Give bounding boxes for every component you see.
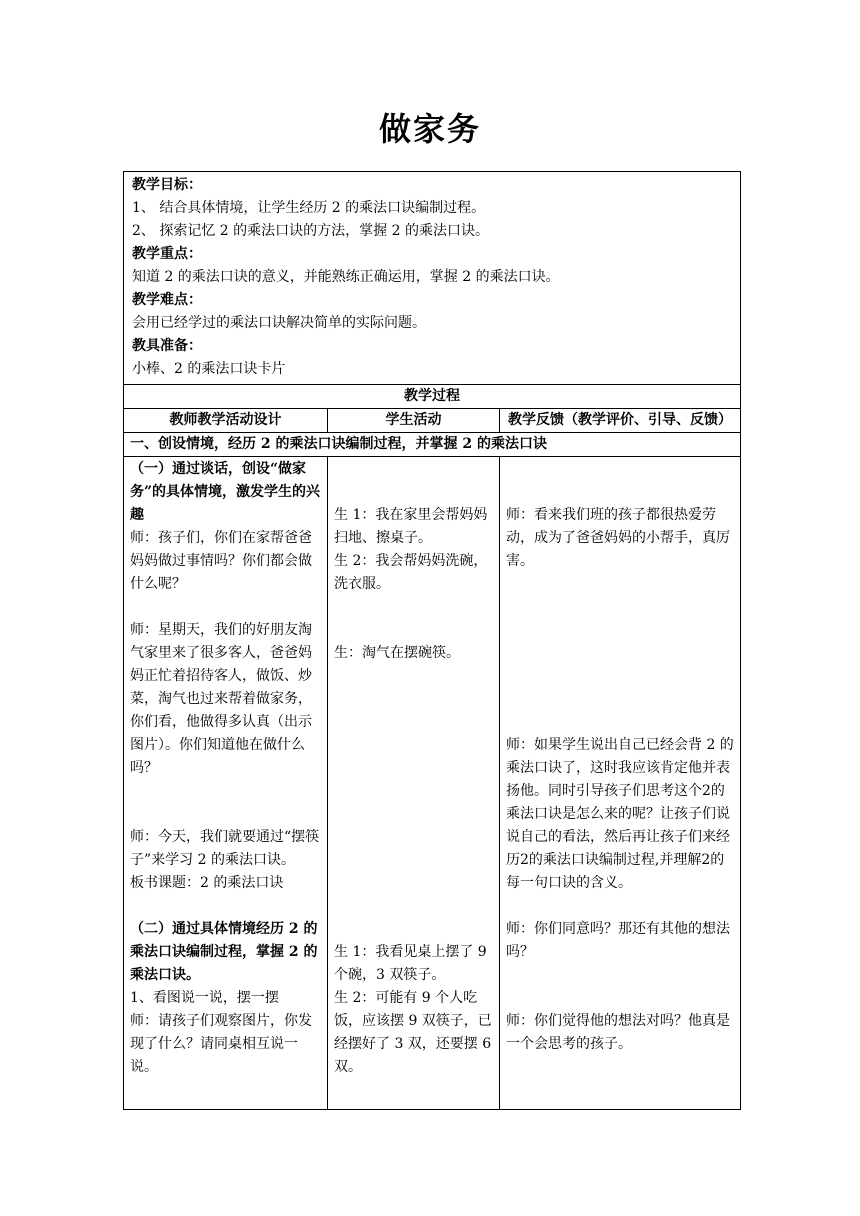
- materials-line: 小棒、2 的乘法口诀卡片: [132, 361, 286, 377]
- section-heading: 教学重点：: [132, 246, 202, 262]
- difficulty-line: 会用已经学过的乘法口诀解决简单的实际问题。: [132, 315, 426, 331]
- section-heading: 教具准备：: [132, 338, 202, 354]
- teacher-activity-cell: [124, 457, 328, 1110]
- student-response: 生 2：我会帮妈妈洗碗，洗衣服。: [334, 553, 488, 592]
- process-title: 教学过程: [124, 385, 741, 409]
- section-title: 一、创设情境，经历 2 的乘法口诀编制过程，并掌握 2 的乘法口诀: [124, 433, 741, 457]
- column-header-feedback: 教学反馈（教学评价、引导、反馈）: [500, 409, 741, 433]
- board-title: 板书课题：2 的乘法口诀: [130, 875, 284, 891]
- student-response: 生 1：我看见桌上摆了 9 个碗，3 双筷子。: [334, 944, 487, 983]
- feedback-text: 师：如果学生说出自己已经会背 2 的乘法口诀了，这时我应该肯定他并表扬他。同时引导孩子们思考这个2的乘法口诀是怎么来的呢？让孩子们说说自己的看法，然后再让孩子们来经历2的乘法口诀编制过程,并理解2的每一句口诀的含义。: [506, 737, 734, 891]
- objective-line: 1、 结合具体情境，让学生经历 2 的乘法口诀编制过程。: [132, 200, 486, 216]
- teacher-text: 1、看图说一说，摆一摆: [130, 990, 279, 1006]
- feedback-text: 师：看来我们班的孩子都很热爱劳动，成为了爸爸妈妈的小帮手，真厉害。: [506, 507, 730, 569]
- page-title: 做家务: [378, 110, 481, 148]
- column-header-student: 学生活动: [328, 409, 500, 433]
- student-activity-cell: [328, 457, 500, 1110]
- teacher-text: 师：孩子们，你们在家帮爸爸妈妈做过事情吗？你们都会做什么呢？: [130, 530, 312, 592]
- lesson-plan-table: [123, 171, 741, 1110]
- objectives-cell: [124, 172, 741, 385]
- subsection-heading: （二）通过具体情境经历 2 的乘法口诀编制过程，掌握 2 的乘法口诀。: [130, 921, 318, 983]
- student-response: 生 2：可能有 9 个人吃饭，应该摆 9 双筷子，已经摆好了 3 双，还要摆 6 双。: [334, 990, 492, 1075]
- feedback-cell: [500, 457, 741, 1110]
- section-heading: 教学难点：: [132, 292, 202, 308]
- subsection-heading: （一）通过谈话，创设“做家务”的具体情境，激发学生的兴趣: [130, 461, 321, 523]
- feedback-text: 师：你们觉得他的想法对吗？他真是一个会思考的孩子。: [506, 1013, 730, 1052]
- section-heading: 教学目标：: [132, 177, 202, 193]
- column-header-teacher: 教师教学活动设计: [124, 409, 328, 433]
- feedback-text: 师：你们同意吗？那还有其他的想法吗？: [506, 921, 730, 960]
- teacher-text: 师：今天，我们就要通过“摆筷子”来学习 2 的乘法口诀。: [130, 829, 320, 868]
- teacher-text: 师：请孩子们观察图片，你发现了什么？请同桌相互说一说。: [130, 1013, 312, 1075]
- student-response: 生：淘气在摆碗筷。: [334, 645, 460, 661]
- student-response: 生 1：我在家里会帮妈妈扫地、擦桌子。: [334, 507, 488, 546]
- key-point-line: 知道 2 的乘法口诀的意义，并能熟练正确运用，掌握 2 的乘法口诀。: [132, 269, 560, 285]
- teacher-text: 师：星期天，我们的好朋友淘气家里来了很多客人，爸爸妈妈正忙着招待客人，做饭、炒菜，淘气也过来帮着做家务，你们看，他做得多认真（出示图片）。你们知道他在做什么吗？: [130, 622, 312, 776]
- objective-line: 2、 探索记忆 2 的乘法口诀的方法，掌握 2 的乘法口诀。: [132, 223, 489, 239]
